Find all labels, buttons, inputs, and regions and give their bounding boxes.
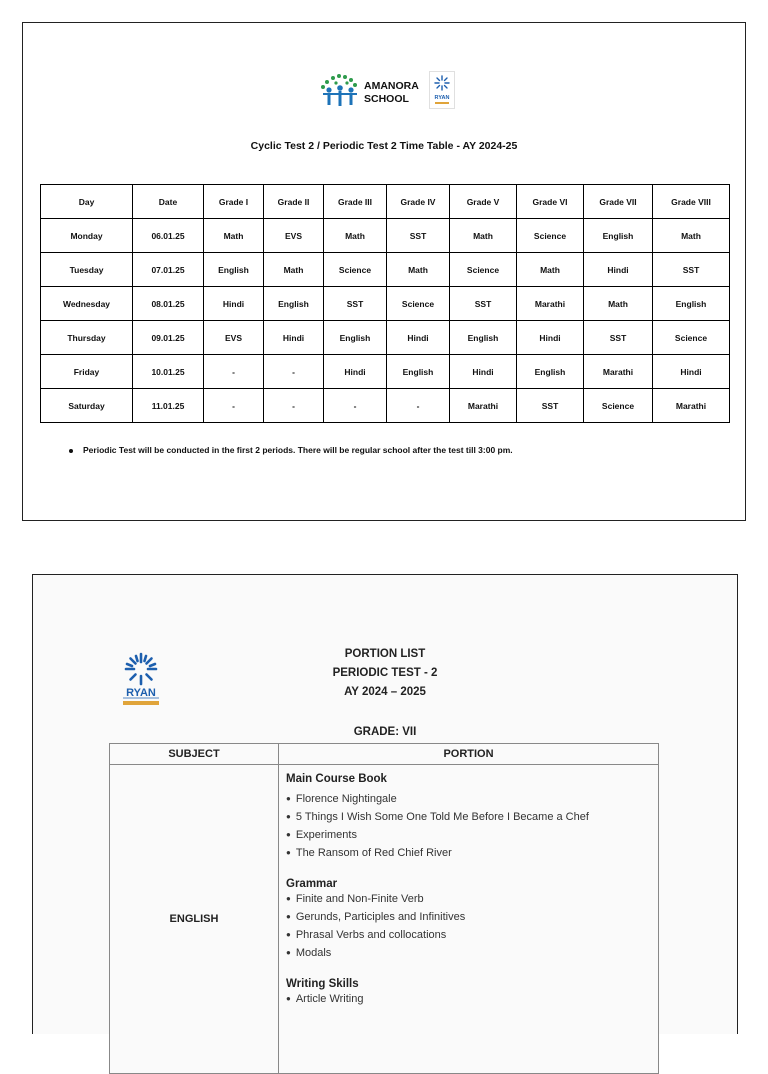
table-row	[41, 253, 730, 287]
table-cell: 10.01.25	[133, 355, 204, 389]
list-item: ● Modals	[286, 944, 652, 962]
table-row	[110, 765, 659, 1074]
table-cell: English	[450, 321, 517, 355]
table-cell: EVS	[204, 321, 264, 355]
tree-people-icon	[321, 74, 357, 106]
portion-title: PORTION LIST	[344, 648, 426, 660]
table-header-row	[41, 185, 730, 219]
header-cell: Date	[133, 185, 204, 219]
table-cell: 09.01.25	[133, 321, 204, 355]
table-cell: Math	[450, 219, 517, 253]
portion-grade: GRADE: VII	[353, 726, 417, 738]
table-cell: Math	[204, 219, 264, 253]
table-row	[41, 355, 730, 389]
table-cell: SST	[584, 321, 653, 355]
portion-section-grammar	[286, 878, 652, 962]
section-title: Grammar	[286, 878, 338, 890]
portion-column-header: PORTION	[279, 744, 659, 765]
table-cell: Hindi	[653, 355, 730, 389]
ryan-logo-text: RYAN	[126, 687, 156, 699]
table-cell: -	[264, 389, 324, 423]
table-cell: -	[204, 355, 264, 389]
table-cell: Hindi	[204, 287, 264, 321]
portion-section-main-course	[286, 773, 652, 862]
table-cell: Thursday	[41, 321, 133, 355]
portion-list-page	[32, 574, 738, 1034]
table-cell: English	[324, 321, 387, 355]
header-cell: Grade V	[450, 185, 517, 219]
ryan-mini-logo	[429, 71, 455, 109]
table-cell: Math	[387, 253, 450, 287]
table-cell: Math	[324, 219, 387, 253]
section-title: Writing Skills	[286, 978, 359, 990]
header-cell: Day	[41, 185, 133, 219]
table-cell: Science	[324, 253, 387, 287]
table-row	[41, 219, 730, 253]
table-cell: 06.01.25	[133, 219, 204, 253]
portion-section-writing	[286, 978, 652, 1008]
table-row	[41, 287, 730, 321]
table-cell: Math	[264, 253, 324, 287]
header-cell: Grade VII	[584, 185, 653, 219]
table-cell: Hindi	[517, 321, 584, 355]
list-item: ● Finite and Non-Finite Verb	[286, 890, 652, 908]
table-cell: English	[387, 355, 450, 389]
table-cell: Hindi	[584, 253, 653, 287]
school-name-line1: AMANORA	[364, 80, 419, 92]
table-cell: Saturday	[41, 389, 133, 423]
table-cell: Marathi	[517, 287, 584, 321]
table-cell: Friday	[41, 355, 133, 389]
header-cell: Grade I	[204, 185, 264, 219]
table-cell: Science	[387, 287, 450, 321]
list-item: ● Phrasal Verbs and collocations	[286, 926, 652, 944]
note-text: Periodic Test will be conducted in the first 2 periods. There will be regular school after the test till 3:00 pm.	[83, 445, 513, 455]
table-cell: -	[264, 355, 324, 389]
table-cell: Marathi	[584, 355, 653, 389]
header-cell: Grade III	[324, 185, 387, 219]
table-cell: English	[653, 287, 730, 321]
table-cell: Math	[653, 219, 730, 253]
table-cell: Hindi	[450, 355, 517, 389]
table-cell: Science	[653, 321, 730, 355]
table-cell: Science	[584, 389, 653, 423]
header-cell: Grade II	[264, 185, 324, 219]
table-cell: Math	[584, 287, 653, 321]
table-cell: English	[264, 287, 324, 321]
portion-table	[109, 743, 659, 1074]
timetable-page	[22, 22, 746, 521]
list-item: ● Article Writing	[286, 990, 652, 1008]
table-cell: Hindi	[264, 321, 324, 355]
table-cell: Hindi	[387, 321, 450, 355]
table-cell: English	[204, 253, 264, 287]
table-cell: SST	[450, 287, 517, 321]
school-name	[364, 80, 419, 106]
table-cell: 07.01.25	[133, 253, 204, 287]
table-cell: SST	[517, 389, 584, 423]
portion-test-name: PERIODIC TEST - 2	[332, 667, 438, 679]
portion-cell	[279, 765, 659, 1074]
table-cell: Monday	[41, 219, 133, 253]
timetable-table	[40, 184, 730, 423]
section-title: Main Course Book	[286, 773, 387, 785]
list-item: ● The Ransom of Red Chief River	[286, 844, 652, 862]
table-row	[41, 321, 730, 355]
table-cell: Hindi	[324, 355, 387, 389]
table-cell: Wednesday	[41, 287, 133, 321]
header-cell: Grade IV	[387, 185, 450, 219]
table-cell: -	[387, 389, 450, 423]
table-cell: SST	[324, 287, 387, 321]
table-cell: Marathi	[450, 389, 517, 423]
table-cell: English	[517, 355, 584, 389]
portion-academic-year: AY 2024 – 2025	[344, 686, 426, 698]
table-cell: Science	[517, 219, 584, 253]
list-item: ● Experiments	[286, 826, 652, 844]
table-cell: -	[324, 389, 387, 423]
header-cell: Grade VIII	[653, 185, 730, 219]
table-cell: English	[584, 219, 653, 253]
table-cell: EVS	[264, 219, 324, 253]
list-item: ● Florence Nightingale	[286, 790, 652, 808]
table-cell: Marathi	[653, 389, 730, 423]
list-item: ● Gerunds, Participles and Infinitives	[286, 908, 652, 926]
table-cell: Math	[517, 253, 584, 287]
table-cell: -	[204, 389, 264, 423]
portion-header-row	[110, 744, 659, 765]
table-cell: Science	[450, 253, 517, 287]
table-row	[41, 389, 730, 423]
subject-cell: ENGLISH	[110, 765, 279, 1074]
table-cell: SST	[387, 219, 450, 253]
ryan-mini-text: RYAN	[434, 95, 450, 101]
table-cell: 08.01.25	[133, 287, 204, 321]
subject-column-header: SUBJECT	[110, 744, 279, 765]
school-name-line2: SCHOOL	[364, 93, 409, 105]
bullet-icon	[69, 449, 73, 453]
list-item: ● 5 Things I Wish Some One Told Me Before I Became a Chef	[286, 808, 652, 826]
timetable-note	[69, 445, 513, 455]
timetable-title: Cyclic Test 2 / Periodic Test 2 Time Table - AY 2024-25	[250, 140, 518, 152]
header-cell: Grade VI	[517, 185, 584, 219]
table-cell: SST	[653, 253, 730, 287]
table-cell: 11.01.25	[133, 389, 204, 423]
table-cell: Tuesday	[41, 253, 133, 287]
